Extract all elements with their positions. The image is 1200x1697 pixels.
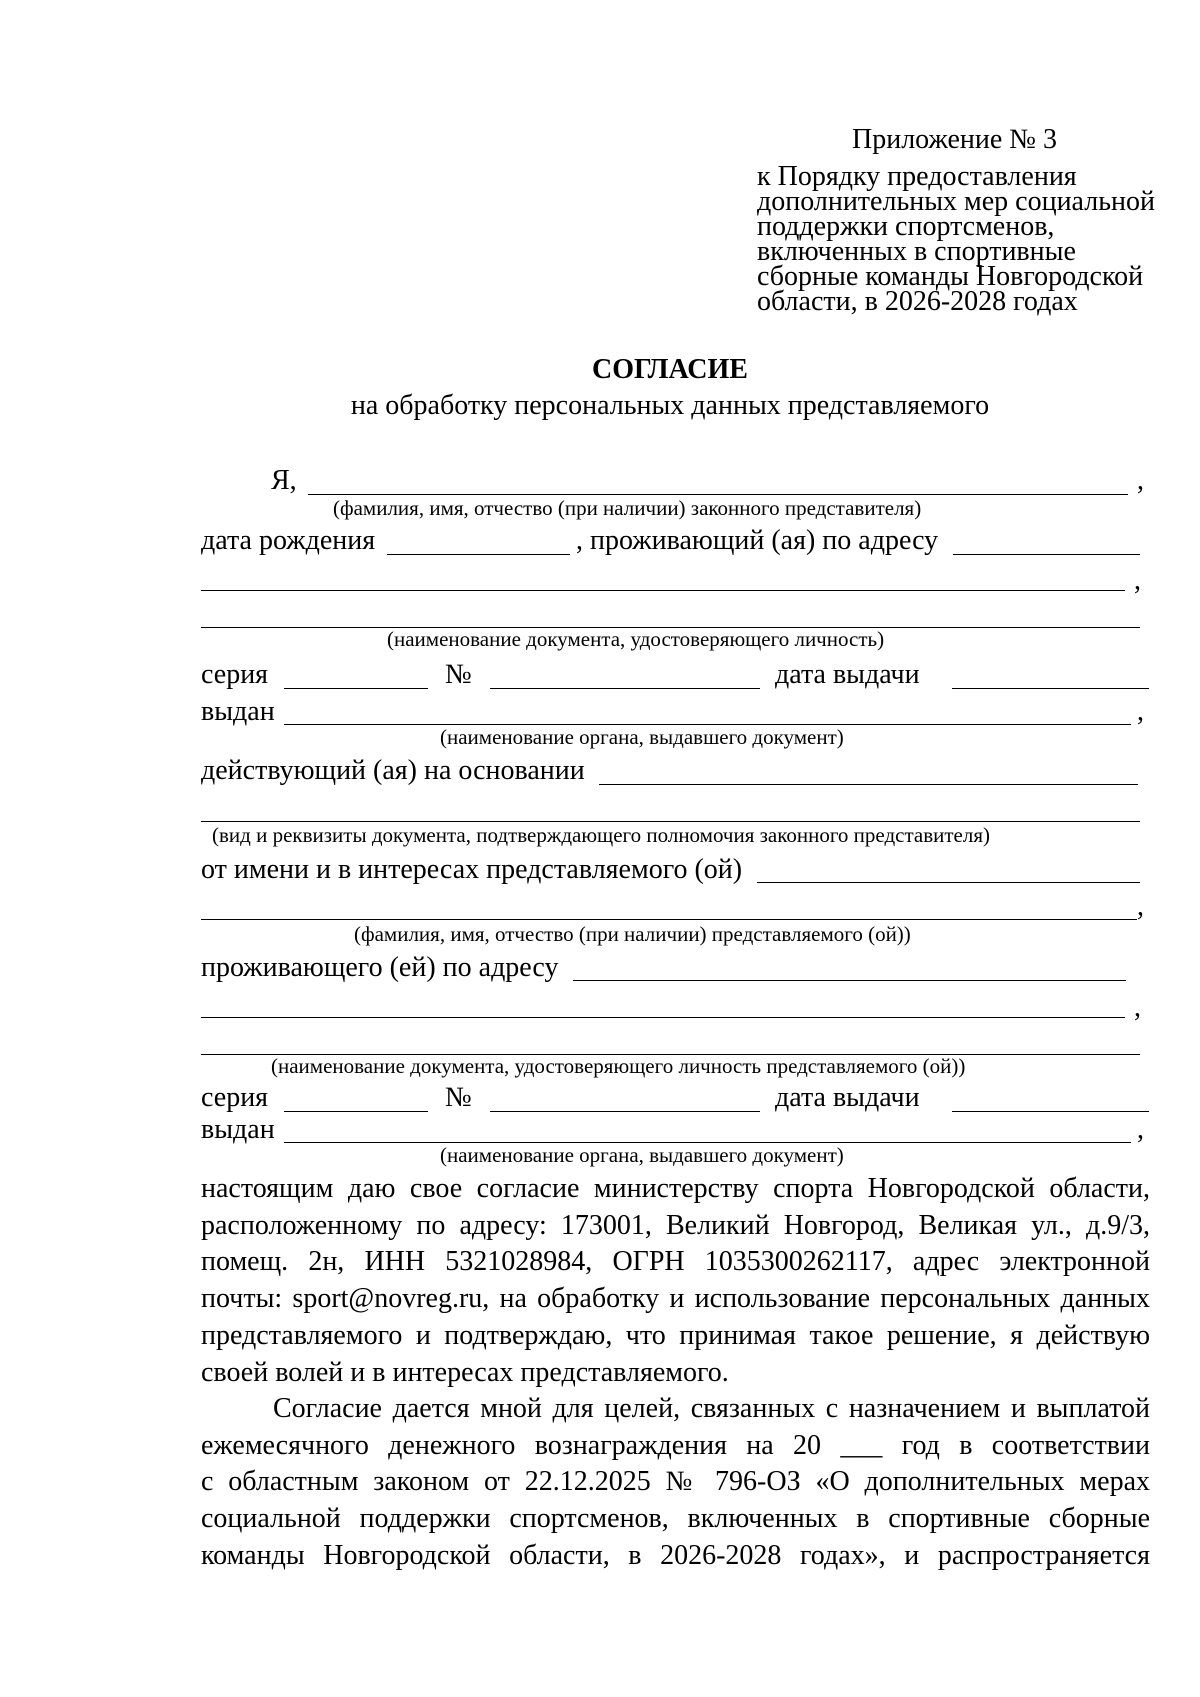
appendix-line: области, в 2026-2028 годах <box>757 286 1078 317</box>
hint-represented-document: (наименование документа, удостоверяющего личность представляемого (ой)) <box>271 1054 966 1078</box>
hint-document: (наименование документа, удостоверяющего личность) <box>387 627 885 651</box>
paragraph-line: команды Новгородской области, в 2026-2028 годах», и распространяется <box>201 1539 1150 1571</box>
label-ya: Я, <box>271 465 297 496</box>
number-line[interactable] <box>490 688 760 689</box>
address-line[interactable] <box>953 554 1140 555</box>
series-line[interactable] <box>284 1111 428 1112</box>
appendix-reference <box>757 161 1157 317</box>
comma: , <box>1137 891 1144 922</box>
issue-date-line[interactable] <box>952 1111 1149 1112</box>
label-living-represented: проживающего (ей) по адресу <box>201 952 559 983</box>
appendix-title: Приложение № 3 <box>852 124 1057 155</box>
comma: , <box>1134 565 1141 596</box>
label-issued-by: выдан <box>201 696 275 727</box>
hint-issuer: (наименование органа, выдавшего документ) <box>440 725 844 749</box>
comma: , <box>1137 696 1144 727</box>
comma: , <box>1134 992 1141 1023</box>
label-birth-date: дата рождения <box>201 525 376 556</box>
number-line[interactable] <box>490 1111 760 1112</box>
represented-address-line[interactable] <box>573 980 1126 981</box>
document-title: СОГЛАСИЕ <box>592 354 748 385</box>
comma: , <box>1137 465 1144 496</box>
appendix-line: сборные команды Новгородской <box>757 261 1144 292</box>
paragraph-line: социальной поддержки спортсменов, включенных в спортивные сборные <box>201 1503 1150 1535</box>
paragraph-line: расположенному по адресу: 173001, Великий Новгород, Великая ул., д.9/3, <box>201 1209 1150 1241</box>
label-living-rep: , проживающий (ая) по адресу <box>576 525 939 556</box>
appendix-line: поддержки спортсменов, <box>757 211 1055 242</box>
document-subtitle: на обработку персональных данных представляемого <box>350 390 990 421</box>
issue-date-line[interactable] <box>952 688 1149 689</box>
birth-date-line[interactable] <box>387 554 570 555</box>
label-series: серия <box>201 659 269 690</box>
paragraph-line: с областным законом от 22.12.2025 № 796-ОЗ «О дополнительных мерах <box>201 1466 1150 1498</box>
paragraph-line: представляемого и подтверждаю, что принимая такое решение, я действую <box>201 1319 1150 1351</box>
label-on-behalf: от имени и в интересах представляемого (ой) <box>201 854 743 885</box>
authority-document-line[interactable] <box>201 821 1140 822</box>
paragraph-line: почты: sport@novreg.ru, на обработку и использование персональных данных <box>201 1283 1150 1315</box>
hint-represented-fio: (фамилия, имя, отчество (при наличии) представляемого (ой)) <box>354 922 911 946</box>
series-line[interactable] <box>284 688 428 689</box>
hint-issuer: (наименование органа, выдавшего документ) <box>440 1143 844 1167</box>
label-number: № <box>445 1082 472 1113</box>
purpose-paragraph <box>201 1391 1150 1575</box>
consent-paragraph <box>201 1171 1150 1391</box>
appendix-line: к Порядку предоставления <box>757 161 1077 192</box>
hint-authority: (вид и реквизиты документа, подтверждающего полномочия законного представителя) <box>212 823 991 847</box>
represented-line[interactable] <box>757 882 1140 883</box>
represented-fio-line[interactable] <box>201 919 1137 920</box>
rep-fio-line[interactable] <box>308 494 1128 495</box>
paragraph-line: ежемесячного денежного вознаграждения на 20 ___ год в соответствии <box>201 1429 1150 1461</box>
represented-address-line[interactable] <box>201 1017 1125 1018</box>
paragraph-line: Согласие дается мной для целей, связанных с назначением и выплатой <box>273 1393 1150 1424</box>
label-issued-by: выдан <box>201 1114 275 1145</box>
paragraph-line: помещ. 2н, ИНН 5321028984, ОГРН 1035300262117, адрес электронной <box>201 1246 1150 1278</box>
paragraph-line: своей волей и в интересах представляемого. <box>201 1356 729 1388</box>
label-acting-basis: действующий (ая) на основании <box>201 755 585 786</box>
label-issue-date: дата выдачи <box>775 659 920 690</box>
address-line[interactable] <box>201 590 1125 591</box>
label-issue-date: дата выдачи <box>775 1082 920 1113</box>
appendix-line: включенных в спортивные <box>757 236 1076 267</box>
comma: , <box>1137 1114 1144 1145</box>
label-number: № <box>445 659 472 690</box>
paragraph-line: настоящим даю свое согласие министерству спорта Новгородской области, <box>201 1173 1150 1204</box>
appendix-line: дополнительных мер социальной <box>757 186 1155 217</box>
hint-rep-fio: (фамилия, имя, отчество (при наличии) законного представителя) <box>333 496 922 520</box>
basis-line[interactable] <box>599 784 1138 785</box>
label-series: серия <box>201 1082 269 1113</box>
